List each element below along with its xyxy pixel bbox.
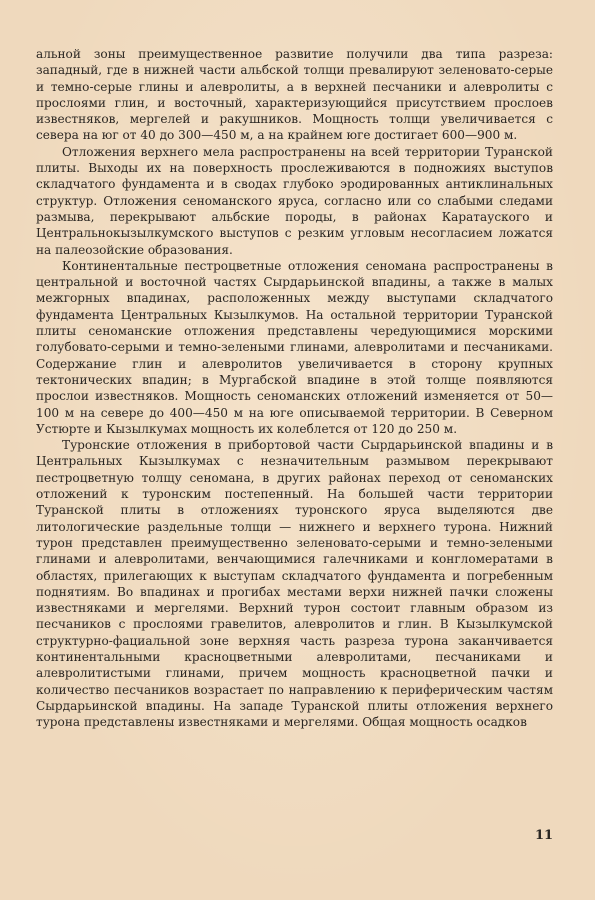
paragraph-4: Туронские отложения в прибортовой части Сырдарьинской впадины и в Центральных Кызылкумах с незначительным размывом перекрывают пестроцветную толщу сеномана, в других районах переход от сеноманских отложений к туронским постепенный. На большей части территории Туранской плиты в отложениях туронского яруса выделяются две литологические раздельные толщи — нижнего и верхнего турона. Нижний турон представлен преимущественно зеленовато-серыми и темно-зелеными глинами и алевролитами, венчающимися галечниками и конгломератами в областях, прилегающих к выступам складчатого фундамента и погребенным поднятиям. Во впадинах и прогибах местами верхи нижней пачки сложены известняками и мергелями. Верхний турон состоит главным образом из песчаников с прослоями гравелитов, алевролитов и глин. В Кызылкумской структурно-фациальной зоне верхняя часть разреза турона заканчивается континентальными красноцветными алевролитами, песчаниками и алевролитистыми глинами, причем мощность красноцветной пачки и количество песчаников возрастает по направлению к периферическим частям Сырдарьинской впадины. На западе Туранской плиты отложения верхнего турона представлены известняками и мергелями. Общая мощность осадков: [36, 438, 553, 730]
body-text: [36, 46, 553, 730]
paragraph-3: Континентальные пестроцветные отложения сеномана распространены в центральной и восточной частях Сырдарьинской впадины, а также в малых межгорных впадинах, расположенных между выступами складчатого фундамента Центральных Кызылкумов. На остальной территории Туранской плиты сеноманские отложения представлены чередующимися морскими голубовато-серыми и темно-зелеными глинами, алевролитами и песчаниками. Содержание глин и алевролитов увеличивается в сторону крупных тектонических впадин; в Мургабской впадине в этой толще появляются прослои известняков. Мощность сеноманских отложений изменяется от 50—100 м на севере до 400—450 м на юге описываемой территории. В Северном Устюрте и Кызылкумах мощность их колеблется от 120 до 250 м.: [36, 258, 553, 436]
page-number: 11: [535, 828, 554, 843]
paragraph-1: альной зоны преимущественное развитие получили два типа разреза: западный, где в нижней части альбской толщи превалируют зеленовато-серые и темно-серые глины и алевролиты, а в верхней песчаники и алевролиты с прослоями глин, и восточный, характеризующийся присутствием прослоев известняков, мергелей и ракушников. Мощность толщи увеличивается с севера на юг от 40 до 300—450 м, а на крайнем юге достигает 600—900 м.: [36, 47, 553, 143]
paragraph-2: Отложения верхнего мела распространены на всей территории Туранской плиты. Выходы их на поверхность прослеживаются в подножиях выступов складчатого фундамента и в сводах глубоко эродированных антиклинальных структур. Отложения сеноманского яруса, согласно или со слабыми следами размыва, перекрывают альбские породы, в районах Каратауского и Центральнокызылкумского выступов с резким угловым несогласием ложатся на палеозойские образования.: [36, 144, 553, 257]
